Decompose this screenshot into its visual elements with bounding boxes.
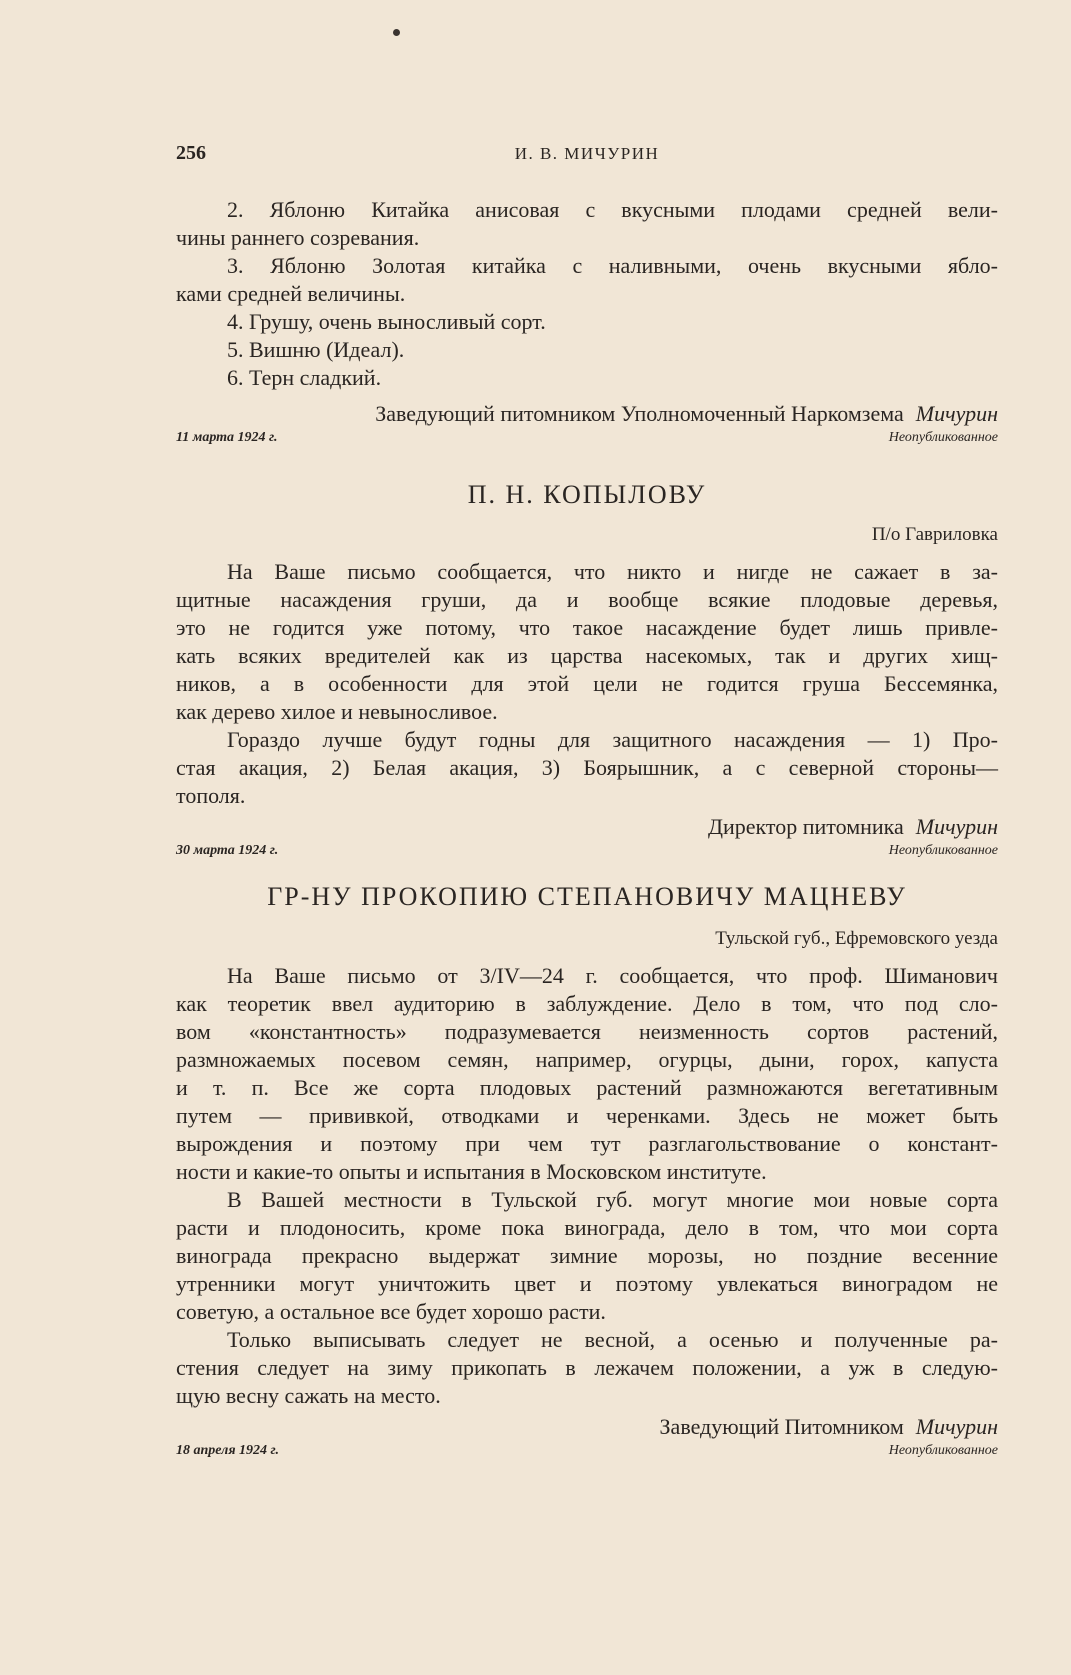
text-line: кать всяких вредителей как из царства насекомых, так и других хищ- bbox=[176, 643, 998, 668]
list-item: 3. Яблоню Золотая китайка с наливными, очень вкусными ябло- bbox=[227, 253, 998, 278]
letter-date: 11 марта 1924 г. bbox=[176, 430, 278, 445]
list-item: 5. Вишню (Идеал). bbox=[227, 337, 405, 362]
text-line: Гораздо лучше будут годны для защитного насаждения — 1) Про- bbox=[227, 727, 998, 752]
letter-title: ГР-НУ ПРОКОПИЮ СТЕПАНОВИЧУ МАЦНЕВУ bbox=[267, 882, 907, 911]
letter-address: П/о Гавриловка bbox=[871, 524, 998, 545]
text-line: вырождения и поэтому при чем тут разглагольствование о констант- bbox=[176, 1131, 998, 1156]
signature-name: Мичурин bbox=[915, 814, 998, 839]
signature-line bbox=[176, 813, 998, 841]
text-line: расти и плодоносить, кроме пока винограда, дело в том, что мои сорта bbox=[176, 1215, 998, 1240]
letter-meta bbox=[176, 428, 998, 450]
text-line: утренники могут уничтожить цвет и поэтому увлекаться виноградом не bbox=[176, 1271, 998, 1296]
text-line: это не годится уже потому, что такое насаждение будет лишь привле- bbox=[176, 615, 998, 640]
signature-line bbox=[176, 1413, 998, 1441]
text-line: На Ваше письмо от 3/IV—24 г. сообщается, что проф. Шиманович bbox=[227, 963, 998, 988]
text-line: как дерево хилое и невыносливое. bbox=[176, 699, 498, 724]
letter-2 bbox=[176, 478, 998, 863]
letter-date: 18 апреля 1924 г. bbox=[176, 1443, 280, 1458]
text-line: и т. п. Все же сорта плодовых растений размножаются вегетативным bbox=[176, 1075, 998, 1100]
text-line: как теоретик ввел аудиторию в заблуждение. Дело в том, что под сло- bbox=[176, 991, 998, 1016]
letter-meta bbox=[176, 841, 998, 863]
signature-title: Заведующий питомником Уполномоченный Наркомзема bbox=[375, 401, 904, 426]
signature-title: Заведующий Питомником bbox=[659, 1414, 904, 1439]
letter-address: Тульской губ., Ефремовского уезда bbox=[715, 928, 998, 949]
text-line: щую весну сажать на место. bbox=[176, 1383, 441, 1408]
text-line: ников, а в особенности для этой цели не годится груша Бессемянка, bbox=[176, 671, 998, 696]
signature-line bbox=[176, 400, 998, 428]
letter-1 bbox=[176, 196, 998, 450]
page-header bbox=[176, 142, 998, 170]
text-line: путем — прививкой, отводками и черенками. Здесь не может быть bbox=[176, 1103, 998, 1128]
text-line: тополя. bbox=[176, 783, 246, 808]
list-item-continuation: ками средней величины. bbox=[176, 281, 406, 306]
letter-meta bbox=[176, 1441, 998, 1463]
letter-title: П. Н. КОПЫЛОВУ bbox=[467, 480, 707, 509]
text-line: На Ваше письмо сообщается, что никто и нигде не сажает в за- bbox=[227, 559, 998, 584]
list-item: 2. Яблоню Китайка анисовая с вкусными плодами средней вели- bbox=[227, 197, 998, 222]
ink-dot bbox=[393, 29, 400, 36]
list-item: 6. Терн сладкий. bbox=[227, 365, 382, 390]
text-line: Только выписывать следует не весной, а осенью и полученные ра- bbox=[227, 1327, 998, 1352]
text-line: винограда прекрасно выдержат зимние морозы, но поздние весенние bbox=[176, 1243, 998, 1268]
signature-title: Директор питомника bbox=[707, 814, 904, 839]
text-line: В Вашей местности в Тульской губ. могут многие мои новые сорта bbox=[227, 1187, 998, 1212]
publication-note: Неопубликованное bbox=[888, 430, 998, 445]
text-line: советую, а остальное все будет хорошо расти. bbox=[176, 1299, 606, 1324]
text-line: стая акация, 2) Белая акация, 3) Боярышник, а с северной стороны— bbox=[176, 755, 998, 780]
text-line: размножаемых посевом семян, например, огурцы, дыни, горох, капуста bbox=[176, 1047, 998, 1072]
page-number: 256 bbox=[176, 142, 206, 164]
list-item-continuation: чины раннего созревания. bbox=[176, 225, 420, 250]
letter-body bbox=[176, 962, 998, 1410]
list-item: 4. Грушу, очень выносливый сорт. bbox=[227, 309, 546, 334]
letter-3 bbox=[176, 880, 998, 1463]
text-line: стения следует на зиму прикопать в лежачем положении, а уж в следую- bbox=[176, 1355, 998, 1380]
letter-body bbox=[176, 558, 998, 810]
text-line: щитные насаждения груши, да и вообще всякие плодовые деревья, bbox=[176, 587, 998, 612]
text-line: ности и какие-то опыты и испытания в Московском институте. bbox=[176, 1159, 767, 1184]
publication-note: Неопубликованное bbox=[888, 843, 998, 858]
publication-note: Неопубликованное bbox=[888, 1443, 998, 1458]
running-head: И. В. МИЧУРИН bbox=[514, 144, 660, 163]
signature-name: Мичурин bbox=[915, 1414, 998, 1439]
signature-name: Мичурин bbox=[915, 401, 998, 426]
letter-date: 30 марта 1924 г. bbox=[176, 843, 279, 858]
text-line: вом «константность» подразумевается неизменность сортов растений, bbox=[176, 1019, 998, 1044]
